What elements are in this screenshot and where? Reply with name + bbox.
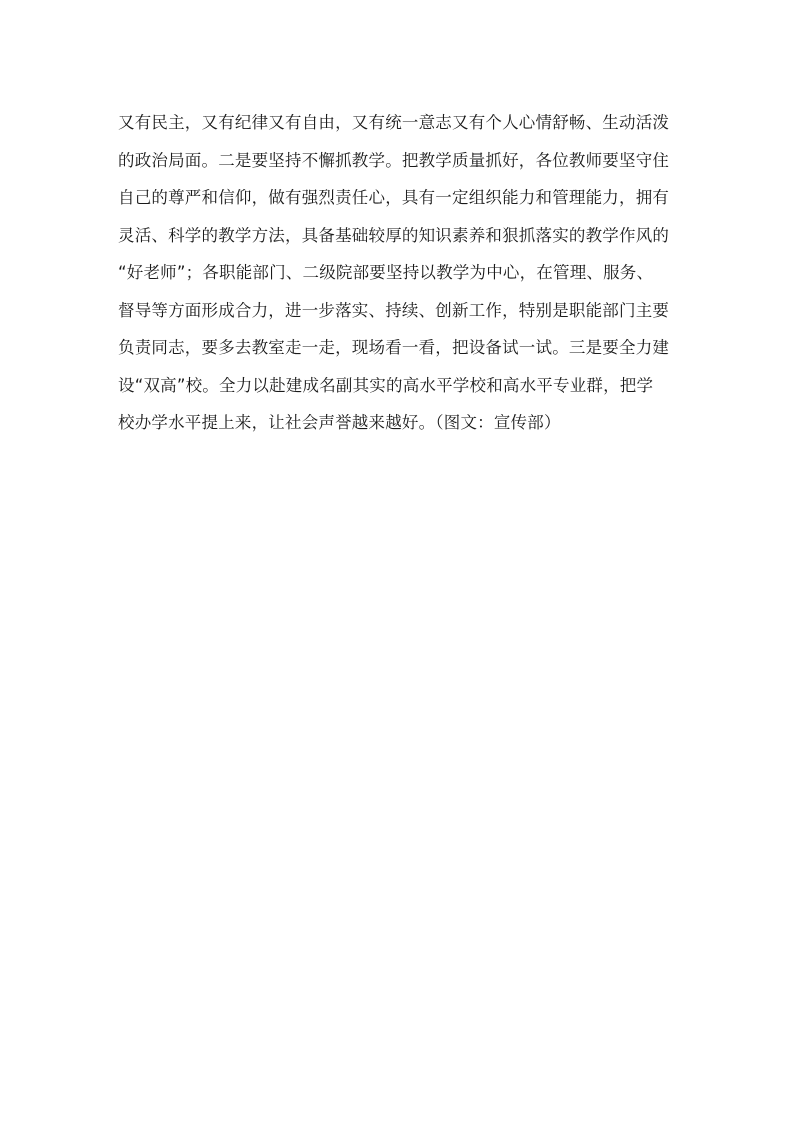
body-paragraph [118,104,678,442]
paragraph-line: 又有民主，又有纪律又有自由，又有统一意志又有个人心情舒畅、生动活泼 [118,113,670,132]
paragraph-line: 灵活、科学的教学方法，具备基础较厚的知识素养和狠抓落实的教学作风的 [118,225,670,245]
paragraph-line: 校办学水平提上来，让社会声誉越来越好。（图文：宣传部） [118,413,561,432]
paragraph-line: 的政治局面。二是要坚持不懈抓教学。把教学质量抓好，各位教师要坚守住 [118,150,670,170]
paragraph-line: 自己的尊严和信仰，做有强烈责任心，具有一定组织能力和管理能力，拥有 [118,188,670,207]
paragraph-line: 督导等方面形成合力，进一步落实、持续、创新工作，特别是职能部门主要 [118,300,670,320]
paragraph-line: 设“双高”校。全力以赴建成名副其实的高水平学校和高水平专业群，把学 [118,375,654,395]
paragraph-line: “好老师”；各职能部门、二级院部要坚持以教学为中心，在管理、服务、 [118,263,654,282]
paragraph-line: 负责同志，要多去教室走一走，现场看一看，把设备试一试。三是要全力建 [118,338,670,357]
